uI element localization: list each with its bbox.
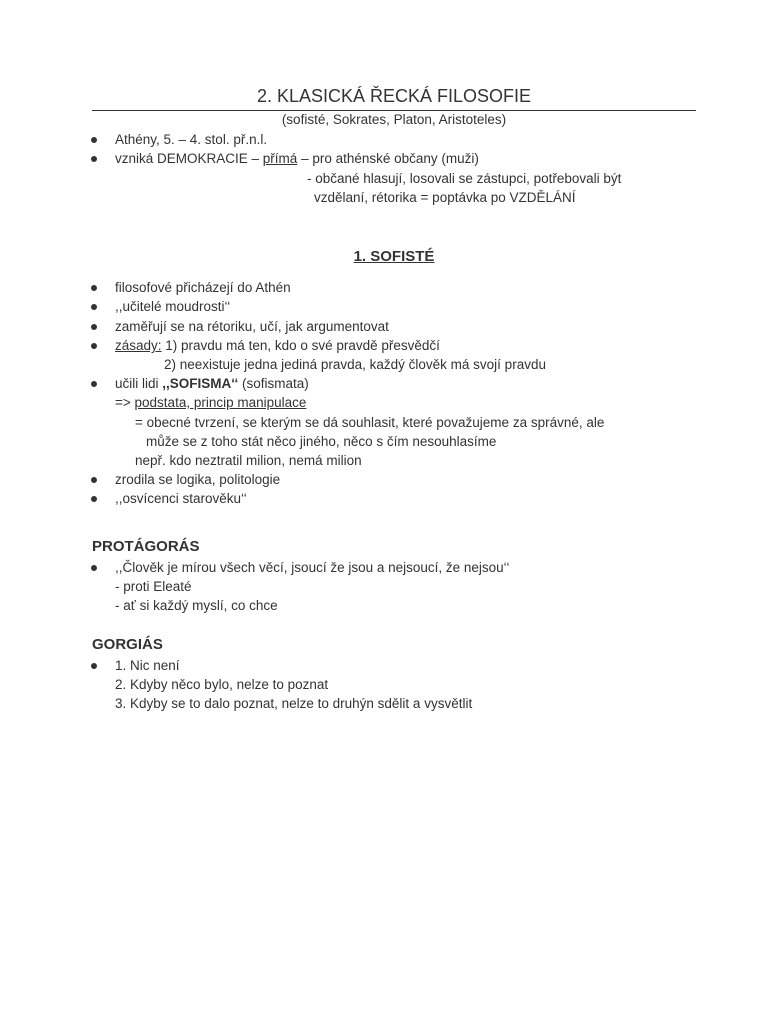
bullet-icon xyxy=(91,343,97,349)
bullet-icon xyxy=(91,304,97,310)
bullet-icon xyxy=(91,381,97,387)
zasady-text: 1) pravdu má ten, kdo o své pravdě přesvědčí xyxy=(161,338,440,353)
sofiste-arrow-line xyxy=(115,394,306,412)
sofiste-bullet-2: ,,učitelé moudrosti‘‘ xyxy=(115,299,231,314)
intro-continuation-2: vzdělaní, rétorika = poptávka po VZDĚLÁNÍ xyxy=(314,190,576,205)
section-heading-sofiste: 1. SOFISTÉ xyxy=(353,248,435,265)
sofiste-bullet-4 xyxy=(115,337,440,355)
sofisma-bold: ,,SOFISMA‘‘ xyxy=(162,376,239,391)
bullet-icon xyxy=(91,477,97,483)
bullet-icon xyxy=(91,663,97,669)
page-title: 2. KLASICKÁ ŘECKÁ FILOSOFIE xyxy=(256,86,532,106)
arrow-text: => xyxy=(115,395,135,410)
arrow-underlined: podstata, princip manipulace xyxy=(134,395,307,410)
protagoras-quote: ,,Člověk je mírou všech věcí, jsoucí že jsou a nejsoucí, že nejsou‘‘ xyxy=(115,560,510,575)
sofiste-bullet-3: zaměřují se na rétoriku, učí, jak argumentovat xyxy=(115,319,389,334)
sofisma-text: učili lidi xyxy=(115,376,163,391)
intro-text: – pro athénské občany (muži) xyxy=(297,151,479,166)
title-underline xyxy=(92,110,696,111)
sofiste-bullet-1: filosofové přicházejí do Athén xyxy=(115,280,291,295)
intro-bullet-1: Athény, 5. – 4. stol. př.n.l. xyxy=(115,132,268,147)
sofiste-bullet-5 xyxy=(115,375,309,393)
gorgias-line-3: 3. Kdyby se to dalo poznat, nelze to druhýn sdělit a vysvětlit xyxy=(115,696,473,711)
gorgias-line-2: 2. Kdyby něco bylo, nelze to poznat xyxy=(115,677,329,692)
bullet-icon xyxy=(91,156,97,162)
intro-bullet-2 xyxy=(115,150,479,168)
intro-underlined: přímá xyxy=(262,151,298,166)
page-subtitle: (sofisté, Sokrates, Platon, Aristoteles) xyxy=(281,112,507,127)
section-heading-protagoras: PROTÁGORÁS xyxy=(92,538,200,555)
sofiste-definition-2: může se z toho stát něco jiného, něco s čím nesouhlasíme xyxy=(146,434,497,449)
intro-text: vzniká DEMOKRACIE – xyxy=(115,151,263,166)
sofiste-bullet-6: zrodila se logika, politologie xyxy=(115,472,281,487)
sofiste-definition-1: = obecné tvrzení, se kterým se dá souhlasit, které považujeme za správné, ale xyxy=(135,415,605,430)
bullet-icon xyxy=(91,285,97,291)
gorgias-line-1: 1. Nic není xyxy=(115,658,180,673)
bullet-icon xyxy=(91,565,97,571)
bullet-icon xyxy=(91,137,97,143)
bullet-icon xyxy=(91,324,97,330)
sofiste-zasady-2: 2) neexistuje jedna jediná pravda, každý člověk má svojí pravdu xyxy=(164,357,546,372)
bullet-icon xyxy=(91,496,97,502)
protagoras-line-2: - proti Eleaté xyxy=(115,579,192,594)
section-heading-gorgias: GORGIÁS xyxy=(92,636,163,653)
sofiste-bullet-7: ,,osvícenci starověku‘‘ xyxy=(115,491,247,506)
zasady-label: zásady: xyxy=(115,338,162,353)
sofisma-text: (sofismata) xyxy=(238,376,309,391)
intro-continuation-1: - občané hlasují, losovali se zástupci, potřebovali být xyxy=(307,171,622,186)
sofiste-example: nepř. kdo neztratil milion, nemá milion xyxy=(135,453,362,468)
protagoras-line-3: - ať si každý myslí, co chce xyxy=(115,598,278,613)
